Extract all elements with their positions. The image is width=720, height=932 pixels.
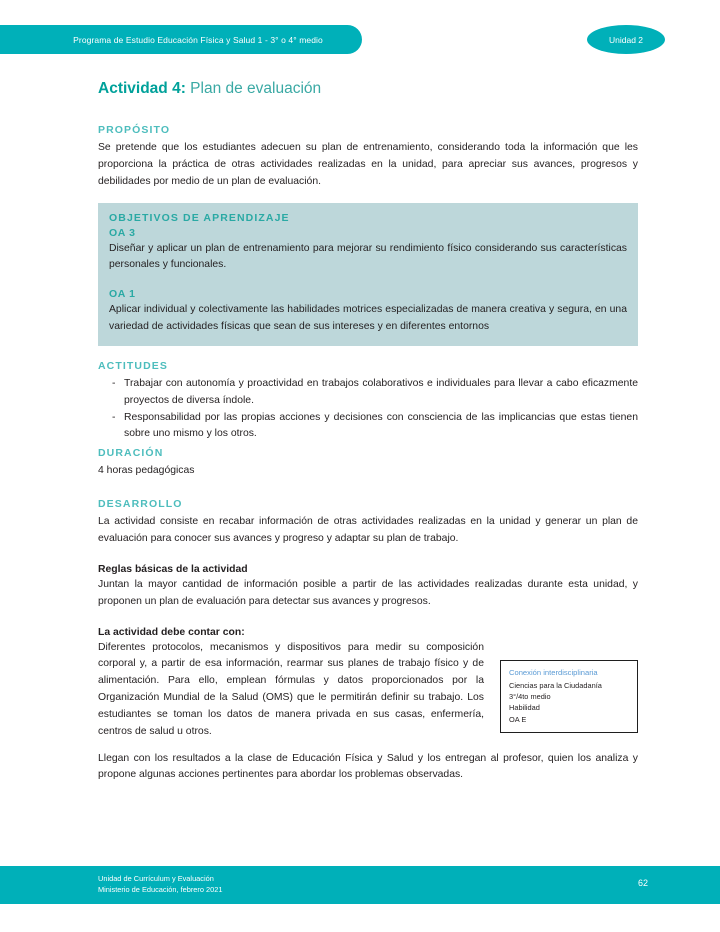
footer-credits: [98, 873, 222, 895]
reglas-text: Juntan la mayor cantidad de información posible a partir de las actividades realizadas durante esta unidad, y proponen un plan de evaluación para detectar sus avances y progresos.: [98, 578, 638, 607]
duracion-text: 4 horas pedagógicas: [98, 465, 195, 477]
actitudes-heading: ACTITUDES: [98, 359, 168, 372]
conexion-line-2: Habilidad: [509, 703, 540, 713]
bullet-dash-icon: -: [112, 377, 116, 389]
desarrollo-final-text: Llegan con los resultados a la clase de Educación Física y Salud y los entregan al profesor, quien los analiza y propone algunas acciones pertinentes para abordar los problemas observadas.: [98, 752, 638, 781]
objetivo-code-1: OA 1: [109, 288, 136, 301]
unit-badge: [587, 25, 665, 54]
footer-line-1: Unidad de Currículum y Evaluación: [98, 874, 214, 883]
desarrollo-intro: La actividad consiste en recabar información de otras actividades realizadas en la unidad y generar un plan de evaluación para conocer sus avances y progreso y adaptar su plan de trabajo.: [98, 516, 638, 544]
actitudes-list: [98, 376, 638, 443]
proposito-heading: PROPÓSITO: [98, 124, 171, 136]
bullet-dash-icon: -: [112, 411, 116, 423]
desarrollo-heading: DESARROLLO: [98, 498, 183, 511]
objetivo-text-0: Diseñar y aplicar un plan de entrenamiento para mejorar su rendimiento físico considerando sus características personales y funcionales.: [109, 242, 627, 271]
page-title-rest: Plan de evaluación: [185, 80, 322, 97]
proposito-text: Se pretende que los estudiantes adecuen su plan de entrenamiento, considerando toda la información que les proporciona la práctica de otras actividades realizadas en la unidad, para apreciar sus avances, progresos y debilidades por medio de un plan de evaluación.: [98, 142, 638, 187]
objetivo-text-1: Aplicar individual y colectivamente las habilidades motrices especializadas de manera creativa y segura, en una variedad de actividades físicas que sean de sus intereses y en diferentes entornos: [109, 304, 627, 333]
conexion-line-1: 3°/4to medio: [509, 691, 551, 701]
footer-band: [0, 866, 720, 904]
conexion-line-0: Ciencias para la Ciudadanía: [509, 680, 602, 690]
desarrollo-wrap-area: [98, 640, 638, 785]
header-band: [0, 25, 362, 54]
list-item: [98, 376, 638, 410]
contar-subheading: La actividad debe contar con:: [98, 626, 245, 638]
header-band-label: Programa de Estudio Educación Física y Salud 1 - 3° o 4° medio: [73, 34, 323, 45]
page-number: 62: [637, 878, 648, 888]
page-title-prefix: Actividad 4:: [98, 80, 186, 97]
actitud-text-0: Trabajar con autonomía y proactividad en trabajos colaborativos e individuales para llevar a cabo eficazmente proyectos de diversa índole.: [124, 377, 638, 406]
list-item: [98, 410, 638, 444]
page-title: [98, 80, 638, 98]
contar-text: Diferentes protocolos, mecanismos y dispositivos para medir su composición corporal y, a partir de esa información, rearmar sus planes de trabajo físico y de alimentación. Para ello, emplean fórmulas y datos proporcionados por la Organización Mundial de la Salud (OMS) que le permitirán definir su trabajo. Los estudiantes se toman los datos de manera privada en sus casas, enfermería, centros de salud u otros.: [98, 641, 484, 737]
actitud-text-1: Responsabilidad por las propias acciones y decisiones con consciencia de las implicancias que estas tienen sobre uno mismo y los otros.: [124, 411, 638, 440]
conexion-line-3: OA E: [509, 714, 527, 724]
objetivos-heading: OBJETIVOS DE APRENDIZAJE: [109, 211, 290, 224]
objetivos-block: [98, 203, 638, 346]
unit-badge-label: Unidad 2: [608, 34, 644, 45]
objetivo-code-0: OA 3: [109, 226, 136, 239]
conexion-title: Conexión interdisciplinaria: [509, 667, 598, 677]
page-content: [98, 80, 638, 784]
conexion-interdisciplinaria-box: [500, 660, 638, 734]
duracion-heading: DURACIÓN: [98, 447, 164, 460]
reglas-subheading: Reglas básicas de la actividad: [98, 563, 248, 575]
footer-line-2: Ministerio de Educación, febrero 2021: [98, 885, 223, 895]
